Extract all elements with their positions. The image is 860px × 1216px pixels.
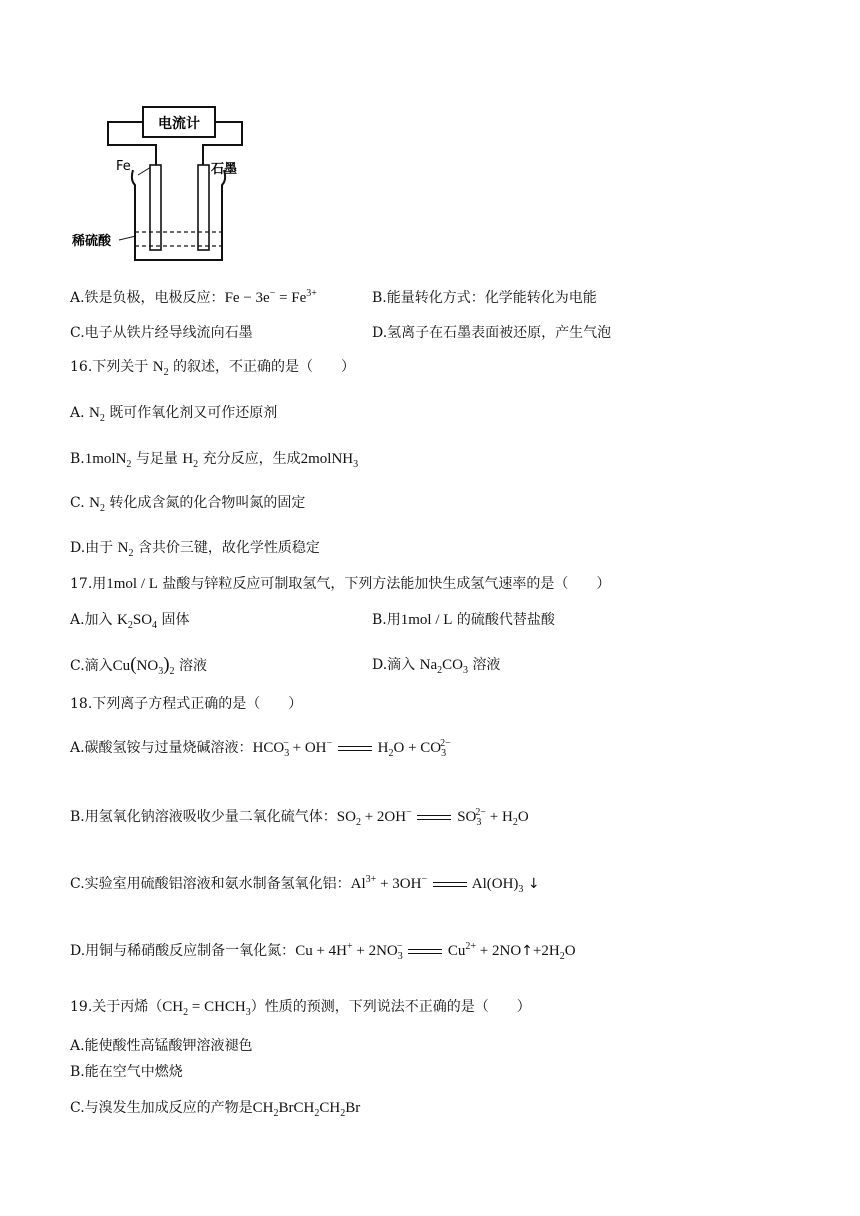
q18-option-b: B.用氢氧化钠溶液吸收少量二氧化硫气体：$SO_2 + 2OH^-$ $SO_3^{2-} + H_2O$ — [70, 807, 529, 828]
q16-option-c: C. $N_2$ 转化成含氮的化合物叫氮的固定 — [70, 495, 306, 514]
q15-option-c: C.电子从铁片经导线流向石墨 — [70, 325, 253, 341]
q17-option-b: B.用1mol / L 的硫酸代替盐酸 — [372, 612, 555, 628]
q19-option-c: C.与溴发生加成反应的产物是$CH_2BrCH_2CH_2Br$ — [70, 1100, 361, 1119]
q15-option-d: D.氢离子在石墨表面被还原，产生气泡 — [372, 325, 612, 341]
q19-option-b: B.能在空气中燃烧 — [70, 1064, 183, 1080]
q16-option-d: D.由于 $N_2$ 含共价三键，故化学性质稳定 — [70, 540, 320, 559]
q15-option-b: B.能量转化方式：化学能转化为电能 — [372, 290, 597, 306]
right-electrode-label: 石墨 — [211, 162, 238, 177]
q19-option-a: A.能使酸性高锰酸钾溶液褪色 — [70, 1038, 253, 1054]
q18-option-d: D.用铜与稀硝酸反应制备一氧化氮：$Cu + 4H^+ + 2NO_3^-$ $Cu^{2+}$ + $2NO↑+2H_2O$ — [70, 941, 576, 962]
solution-label: 稀硫酸 — [72, 234, 112, 249]
q16-option-a: A. $N_2$ 既可作氧化剂又可作还原剂 — [70, 405, 278, 424]
left-electrode-label: Fe — [116, 159, 131, 174]
q15-equation: $Fe - 3e^- = Fe^{3+}$ — [224, 288, 317, 306]
q17-option-c: C.滴入$Cu(NO_3)_2$ 溶液 — [70, 654, 207, 677]
q19-stem: 19.关于丙烯（$CH_2$ = $CHCH_3$）性质的预测，下列说法不正确的是（ ） — [70, 999, 531, 1018]
meter-label: 电流计 — [158, 116, 200, 132]
q18-stem: 18.下列离子方程式正确的是（ ） — [70, 696, 303, 712]
galvanic-cell-diagram — [70, 100, 250, 270]
q16-stem: 16.下列关于 $N_2$ 的叙述，不正确的是（ ） — [70, 359, 356, 378]
q15-option-a: A.铁是负极，电极反应：$Fe - 3e^- = Fe^{3+}$ — [70, 288, 317, 306]
q16-option-b: B.1molN$_2$ 与足量 $H_2$ 充分反应，生成2molNH$_3$ — [70, 451, 359, 470]
q17-stem: 17.用1mol / L 盐酸与锌粒反应可制取氢气，下列方法能加快生成氢气速率的是（ ） — [70, 576, 611, 592]
q17-option-d: D.滴入 $Na_2CO_3$ 溶液 — [372, 657, 501, 676]
q18-option-a: A.碳酸氢铵与过量烧碱溶液：$HCO_3^- + OH^-$ $H_2O + CO_3^{2-}$ — [70, 738, 451, 759]
q17-option-a: A.加入 $K_2SO_4$ 固体 — [70, 612, 190, 631]
q18-option-c: C.实验室用硫酸铝溶液和氨水制备氢氧化铝：$Al^{3+} + 3OH^-$ $Al(OH)_3$ ↓ — [70, 874, 540, 895]
